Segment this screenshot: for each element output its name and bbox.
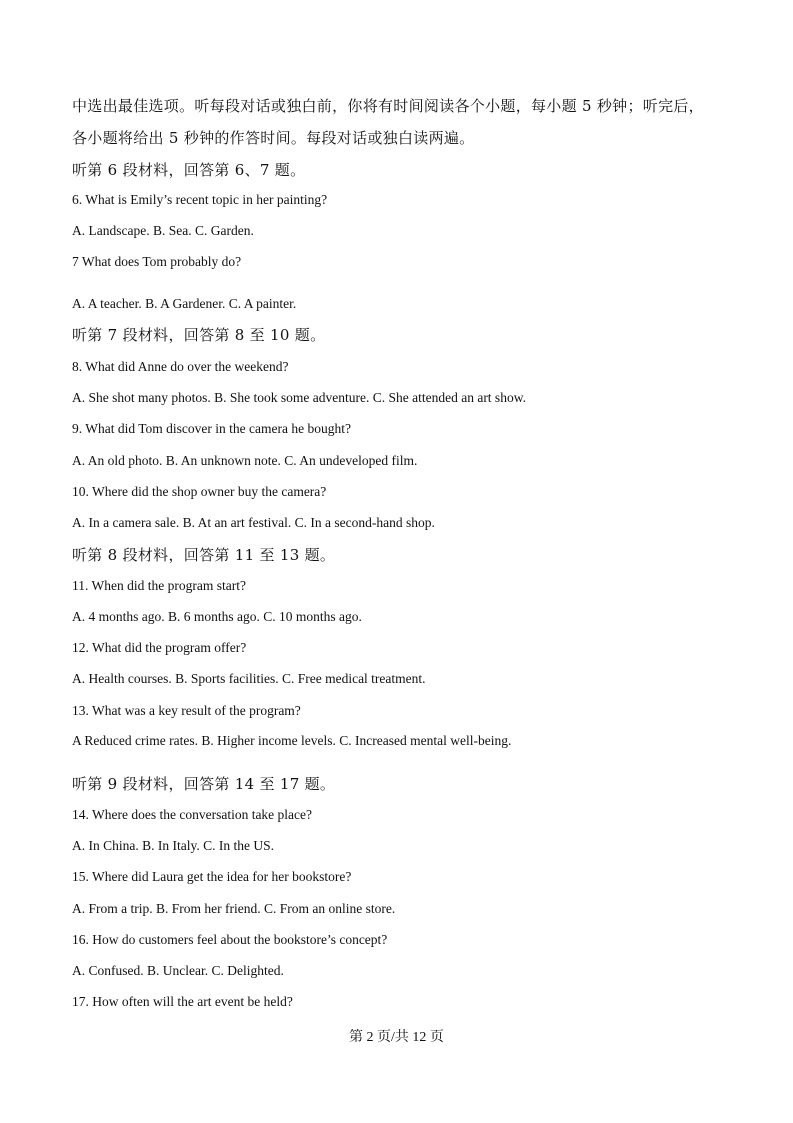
instruction-line-2: 各小题将给出 5 秒钟的作答时间。每段对话或独白读两遍。 xyxy=(72,129,475,147)
section-heading-7: 听第 7 段材料，回答第 8 至 10 题。 xyxy=(72,326,326,344)
question-6: 6. What is Emily’s recent topic in her painting? xyxy=(72,192,328,207)
section-heading-9: 听第 9 段材料，回答第 14 至 17 题。 xyxy=(72,775,336,793)
question-8: 8. What did Anne do over the weekend? xyxy=(72,359,289,374)
question-16: 16. How do customers feel about the bookstore’s concept? xyxy=(72,932,388,947)
question-9: 9. What did Tom discover in the camera he bought? xyxy=(72,421,351,436)
section-heading-8: 听第 8 段材料，回答第 11 至 13 题。 xyxy=(72,546,336,564)
options-14: A. In China. B. In Italy. C. In the US. xyxy=(72,838,274,853)
options-6: A. Landscape. B. Sea. C. Garden. xyxy=(72,223,254,238)
options-15: A. From a trip. B. From her friend. C. From an online store. xyxy=(72,901,396,916)
options-12: A. Health courses. B. Sports facilities. C. Free medical treatment. xyxy=(72,671,426,686)
options-7: A. A teacher. B. A Gardener. C. A painter. xyxy=(72,296,297,311)
options-11: A. 4 months ago. B. 6 months ago. C. 10 months ago. xyxy=(72,609,362,624)
options-9: A. An old photo. B. An unknown note. C. An undeveloped film. xyxy=(72,453,418,468)
section-heading-6: 听第 6 段材料，回答第 6、7 题。 xyxy=(72,161,306,179)
options-10: A. In a camera sale. B. At an art festival. C. In a second-hand shop. xyxy=(72,515,435,530)
question-11: 11. When did the program start? xyxy=(72,578,246,593)
question-17: 17. How often will the art event be held? xyxy=(72,994,293,1009)
question-10: 10. Where did the shop owner buy the camera? xyxy=(72,484,327,499)
options-16: A. Confused. B. Unclear. C. Delighted. xyxy=(72,963,284,978)
question-14: 14. Where does the conversation take place? xyxy=(72,807,313,822)
options-8: A. She shot many photos. B. She took some adventure. C. She attended an art show. xyxy=(72,390,526,405)
options-13: A Reduced crime rates. B. Higher income levels. C. Increased mental well-being. xyxy=(72,733,512,748)
question-15: 15. Where did Laura get the idea for her bookstore? xyxy=(72,869,352,884)
instruction-line-1: 中选出最佳选项。听每段对话或独白前，你将有时间阅读各个小题，每小题 5 秒钟；听完后， xyxy=(72,97,704,115)
page-footer: 第 2 页/共 12 页 xyxy=(349,1030,444,1045)
question-13: 13. What was a key result of the program? xyxy=(72,703,301,718)
question-7: 7 What does Tom probably do? xyxy=(72,254,242,269)
question-12: 12. What did the program offer? xyxy=(72,640,247,655)
